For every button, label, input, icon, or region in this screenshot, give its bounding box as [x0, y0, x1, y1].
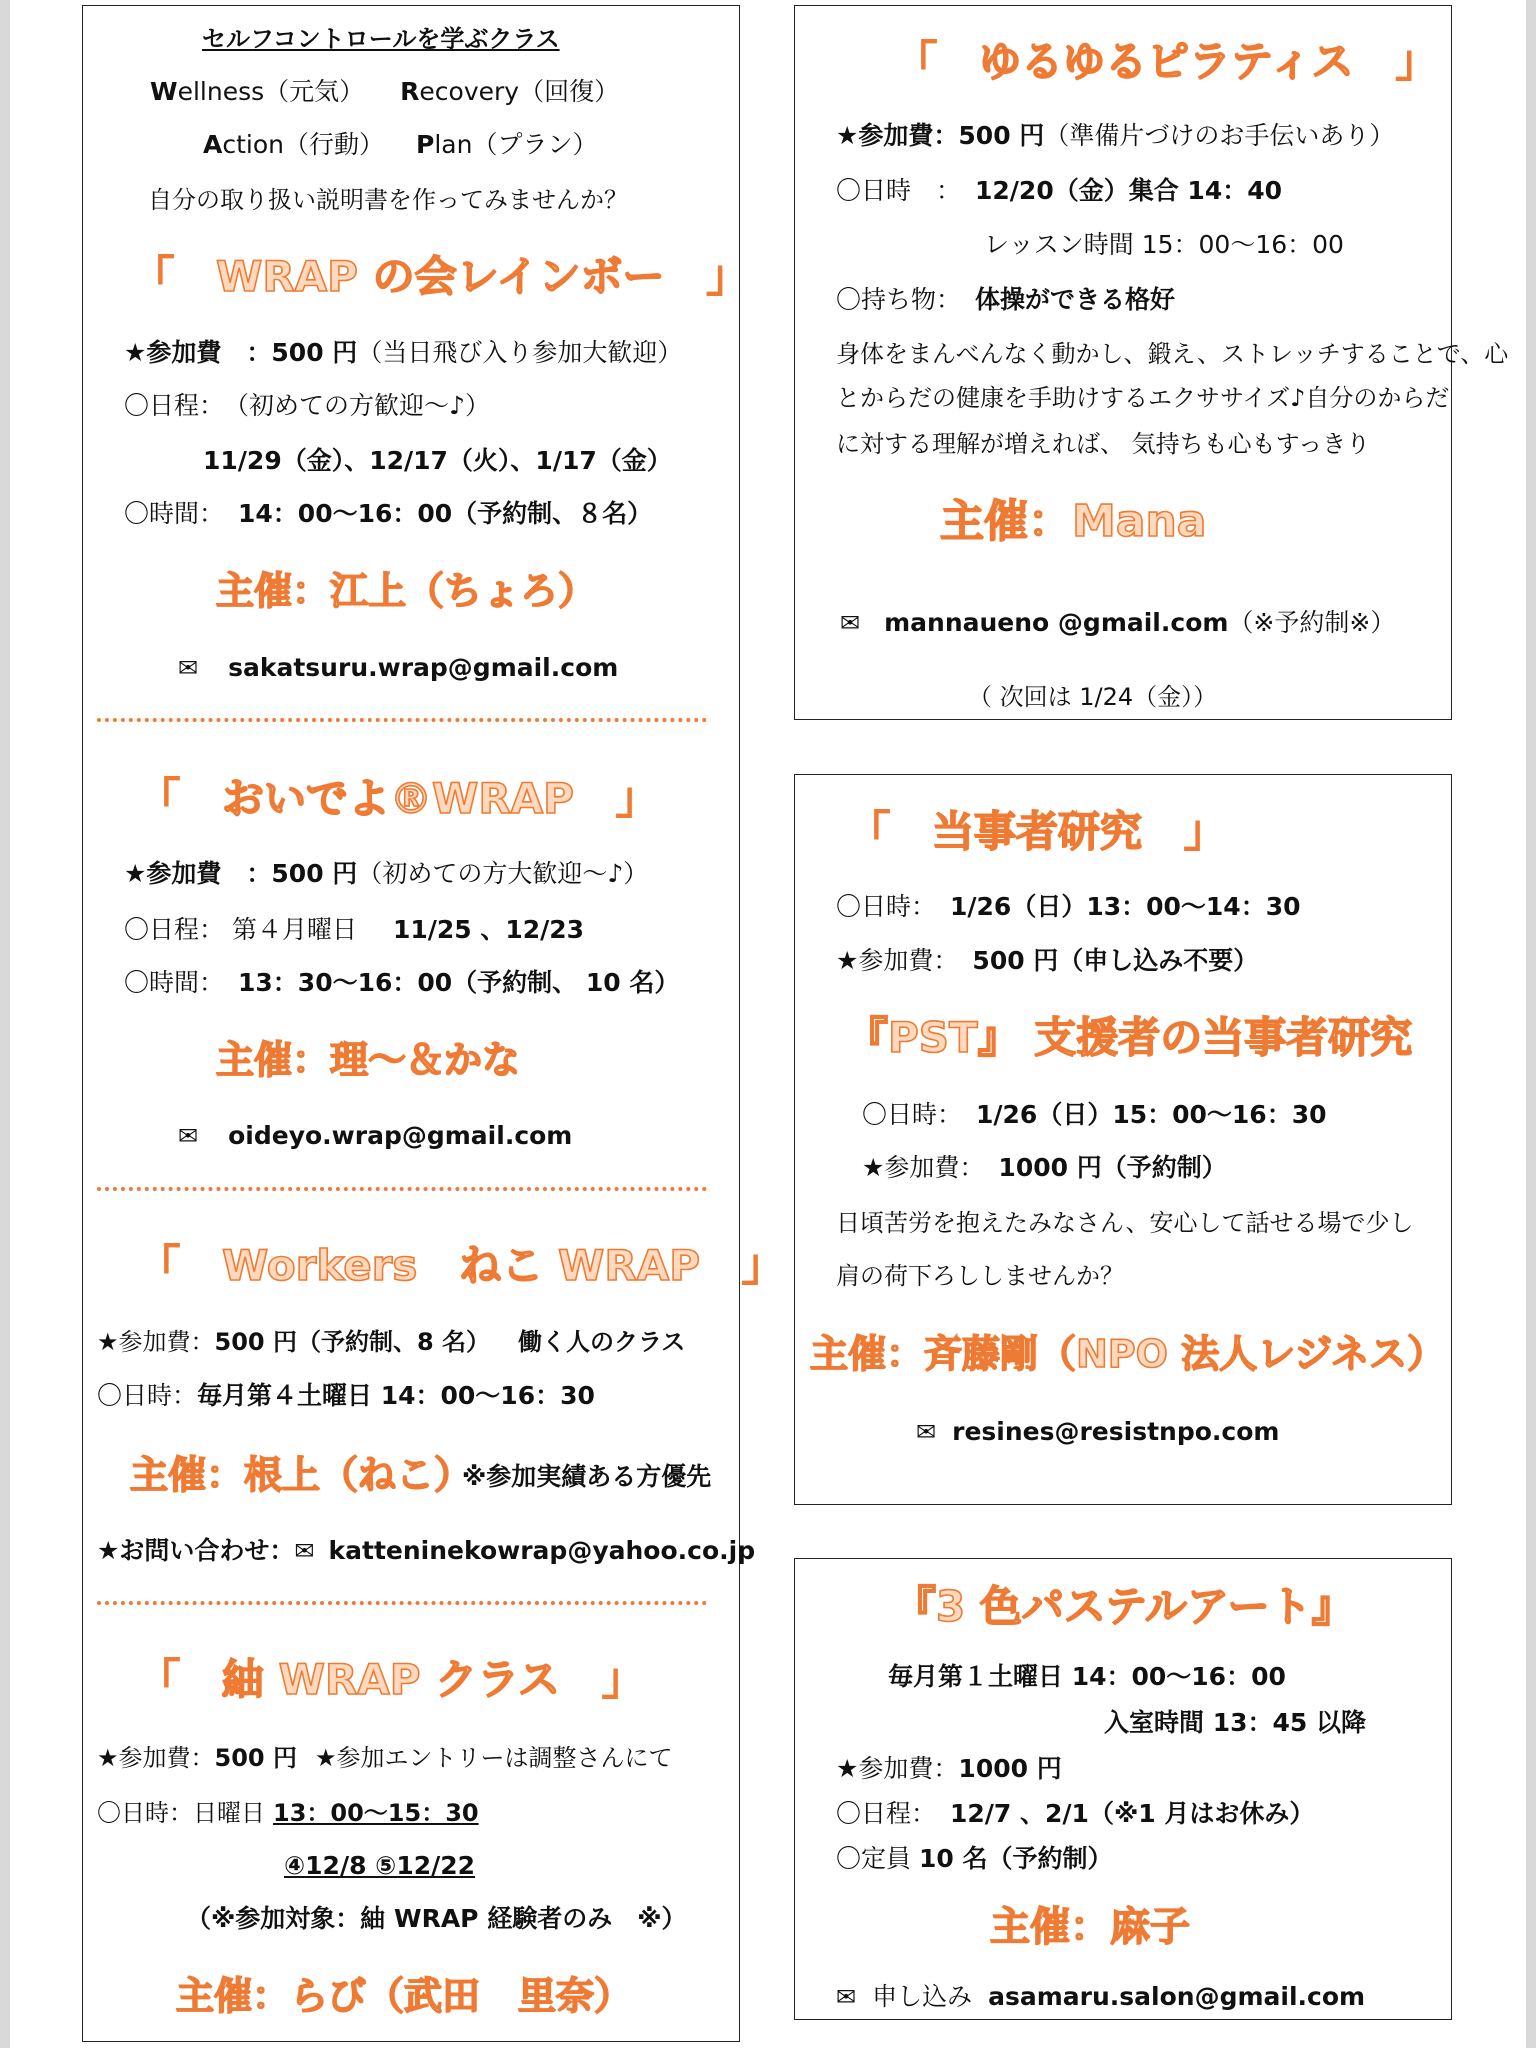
- rainbow-email[interactable]: sakatsuru.wrap@gmail.com: [228, 653, 619, 682]
- pilates-desc-1: 身体をまんべんなく動かし、鍛え、ストレッチすることで、心: [836, 340, 1509, 368]
- envelope-icon: ✉: [178, 1122, 199, 1150]
- tojisha-box: [794, 774, 1452, 1505]
- pastel-capacity-value: 10 名（予約制）: [919, 1844, 1113, 1873]
- pilates-email[interactable]: mannaueno @gmail.com: [884, 608, 1229, 637]
- p-rest: lan（プラン）: [434, 130, 598, 159]
- pst-heading: 『PST』 支援者の当事者研究: [846, 1013, 1413, 1062]
- pastel-dates-label: 〇日程：: [836, 1799, 937, 1828]
- intro-title: セルフコントロールを学ぶクラス: [202, 25, 560, 53]
- oideyo-schedule-label: 〇日程： 第４月曜日: [124, 915, 357, 944]
- rainbow-schedule-label: 〇日程： （初めての方歓迎～♪）: [124, 391, 490, 420]
- pastel-capacity-label: 〇定員: [836, 1844, 912, 1873]
- workers-datetime-value: 毎月第４土曜日 14：00～16：30: [197, 1381, 595, 1410]
- pastel-schedule: 毎月第１土曜日 14：00～16：00: [888, 1662, 1286, 1691]
- pilates-fee: [836, 119, 1394, 153]
- pilates-lesson-time: レッスン時間 15：00～16：00: [984, 230, 1344, 259]
- rainbow-fee-note: （当日飛び入り参加大歓迎）: [357, 338, 683, 367]
- rainbow-fee-label: ★参加費 ：500 円: [124, 338, 358, 367]
- r-rest: ecovery（回復）: [419, 77, 620, 106]
- workers-datetime-prefix: 〇日時：: [97, 1381, 198, 1410]
- oideyo-time: [124, 966, 679, 1000]
- pastel-fee-label: ★参加費：: [836, 1754, 959, 1783]
- workers-heading: 「 Workers ねこ WRAP 」: [138, 1241, 784, 1290]
- rainbow-time-value: 14：00～16：00（予約制、８名）: [238, 499, 653, 528]
- rainbow-time: [124, 497, 652, 531]
- envelope-icon: ✉: [294, 1537, 315, 1565]
- pilates-datetime-label: 〇日時 ：: [836, 176, 962, 205]
- pastel-heading: 『3 色パステルアート』: [894, 1582, 1354, 1631]
- pst-datetime: [862, 1098, 1327, 1132]
- oideyo-host: 主催：理～＆かな: [216, 1038, 521, 1082]
- pst-fee-value: 1000 円（予約制）: [998, 1153, 1227, 1182]
- tsumugi-time-value: 13：00～15：30: [273, 1799, 479, 1827]
- tojisha-datetime-value: 1/26（日）13：00～14：30: [950, 892, 1301, 921]
- pilates-fee-note: （準備片づけのお手伝いあり）: [1044, 121, 1395, 150]
- pst-fee: [862, 1151, 1227, 1185]
- page-edge-right: [1526, 0, 1536, 2048]
- workers-host: 主催：根上（ねこ）: [130, 1453, 473, 1497]
- pilates-desc-3: に対する理解が増えれば、 気持ちも心もすっきり: [836, 430, 1371, 458]
- pilates-email-note: （※予約制※）: [1228, 608, 1396, 637]
- pilates-email-row: [840, 606, 1395, 640]
- pst-datetime-value: 1/26（日）15：00～16：30: [976, 1100, 1327, 1129]
- pastel-capacity: [836, 1842, 1113, 1876]
- rainbow-email-row: [178, 651, 618, 685]
- oideyo-schedule: [124, 913, 584, 947]
- oideyo-time-value: 13：30～16：00（予約制、 10 名）: [238, 968, 680, 997]
- tojisha-host: 主催：斉藤剛（NPO 法人レジネス）: [810, 1332, 1446, 1376]
- tsumugi-heading: 「 紬 WRAP クラス 」: [138, 1655, 644, 1704]
- workers-host-note: ※参加実績ある方優先: [462, 1462, 712, 1491]
- tojisha-datetime-label: 〇日時：: [836, 892, 937, 921]
- workers-contact: [97, 1534, 755, 1568]
- tojisha-email-row: [916, 1415, 1279, 1449]
- envelope-icon: ✉: [178, 654, 199, 682]
- pilates-heading: 「 ゆるゆるピラティス 」: [895, 37, 1438, 86]
- oideyo-dates: 11/25 、12/23: [392, 915, 585, 944]
- tsumugi-sessions: ④12/8 ⑤12/22: [284, 1851, 476, 1880]
- tojisha-email[interactable]: resines@resistnpo.com: [952, 1417, 1280, 1446]
- pilates-next: （ 次回は 1/24（金））: [968, 683, 1218, 711]
- pst-fee-label: ★参加費：: [862, 1153, 985, 1182]
- a-rest: ction（行動）: [222, 130, 384, 159]
- rainbow-fee: [124, 336, 682, 370]
- workers-fee-prefix: ★参加費：: [97, 1328, 215, 1356]
- divider-2: [97, 1187, 707, 1191]
- page-edge-left: [0, 0, 10, 2048]
- workers-datetime: [97, 1379, 595, 1413]
- pst-datetime-label: 〇日時：: [862, 1100, 963, 1129]
- intro-action-plan: [203, 128, 597, 162]
- envelope-icon: ✉: [836, 1983, 857, 2011]
- divider-3: [97, 1601, 707, 1605]
- workers-fee-class: 働く人のクラス: [518, 1328, 686, 1356]
- pastel-host: 主催：麻子: [990, 1904, 1190, 1950]
- rainbow-host: 主催：江上（ちょろ）: [216, 569, 597, 613]
- workers-fee: [97, 1325, 685, 1359]
- intro-question: 自分の取り扱い説明書を作ってみませんか？: [148, 186, 628, 214]
- pilates-host: 主催：Mana: [940, 496, 1207, 547]
- tsumugi-fee-prefix: ★参加費：: [97, 1744, 215, 1772]
- tojisha-desc-1: 日頃苦労を抱えたみなさん、安心して話せる場で少し: [836, 1209, 1414, 1237]
- pastel-fee-value: 1000 円: [958, 1754, 1062, 1783]
- oideyo-fee: [124, 857, 648, 891]
- a-letter: A: [203, 130, 223, 159]
- tojisha-fee-label: ★参加費：: [836, 946, 959, 975]
- pastel-entry-time: 入室時間 13：45 以降: [1104, 1708, 1366, 1737]
- pastel-email[interactable]: asamaru.salon@gmail.com: [988, 1982, 1366, 2011]
- intro-wellness-recovery: [150, 75, 619, 109]
- tsumugi-datetime-prefix: 〇日時：日曜日: [97, 1799, 265, 1827]
- pilates-items-label: 〇持ち物：: [836, 285, 962, 314]
- oideyo-time-label: 〇時間：: [124, 968, 225, 997]
- pilates-desc-2: とからだの健康を手助けするエクササイズ♪自分のからだ: [836, 384, 1450, 412]
- tojisha-datetime: [836, 890, 1301, 924]
- pastel-dates: [836, 1797, 1314, 1831]
- rainbow-heading: 「 WRAP の会レインボー 」: [132, 252, 749, 301]
- tsumugi-host: 主催：らび（武田 里奈）: [176, 1974, 633, 2018]
- envelope-icon: ✉: [916, 1418, 937, 1446]
- pilates-items-value: 体操ができる格好: [975, 285, 1176, 314]
- w-rest: ellness（元気）: [177, 77, 365, 106]
- divider-1: [97, 718, 707, 722]
- w-letter: W: [150, 77, 178, 106]
- tsumugi-target-note: （※参加対象：紬 WRAP 経験者のみ ※）: [186, 1904, 687, 1933]
- pilates-datetime: [836, 174, 1282, 208]
- rainbow-time-label: 〇時間：: [124, 499, 225, 528]
- workers-fee-value: 500 円（予約制、8 名）: [214, 1328, 491, 1356]
- oideyo-fee-note: （初めての方大歓迎～♪）: [357, 859, 649, 888]
- oideyo-email[interactable]: oideyo.wrap@gmail.com: [228, 1121, 573, 1150]
- pastel-apply-label: 申し込み: [872, 1982, 973, 2011]
- oideyo-fee-label: ★参加費 ：500 円: [124, 859, 358, 888]
- pastel-dates-value: 12/7 、2/1（※1 月はお休み）: [950, 1799, 1315, 1828]
- pilates-datetime-value: 12/20（金）集合 14：40: [975, 176, 1283, 205]
- tojisha-fee-value: 500 円（申し込み不要）: [972, 946, 1259, 975]
- workers-contact-label: ★お問い合わせ：: [97, 1536, 295, 1565]
- oideyo-heading: 「 おいでよ®WRAP 」: [138, 774, 658, 823]
- rainbow-dates: 11/29（金）、12/17（火）、1/17（金）: [203, 446, 672, 475]
- pastel-email-row: [836, 1980, 1365, 2014]
- tojisha-fee: [836, 944, 1258, 978]
- r-letter: R: [400, 77, 420, 106]
- pilates-items: [836, 283, 1175, 317]
- tsumugi-fee-value: 500 円: [214, 1744, 297, 1772]
- oideyo-email-row: [178, 1119, 572, 1153]
- workers-email[interactable]: katteninekowrap@yahoo.co.jp: [328, 1536, 756, 1565]
- tsumugi-datetime: [97, 1796, 479, 1830]
- tojisha-heading: 「 当事者研究 」: [848, 807, 1227, 856]
- pilates-fee-label: ★参加費：500 円: [836, 121, 1045, 150]
- pastel-fee: [836, 1752, 1062, 1786]
- envelope-icon: ✉: [840, 609, 861, 637]
- tojisha-desc-2: 肩の荷下ろししませんか？: [836, 1262, 1124, 1290]
- left-column-box: [82, 5, 740, 2042]
- p-letter: P: [416, 130, 435, 159]
- tsumugi-entry-note: ★参加エントリーは調整さんにて: [314, 1744, 673, 1772]
- tsumugi-fee: [97, 1741, 672, 1775]
